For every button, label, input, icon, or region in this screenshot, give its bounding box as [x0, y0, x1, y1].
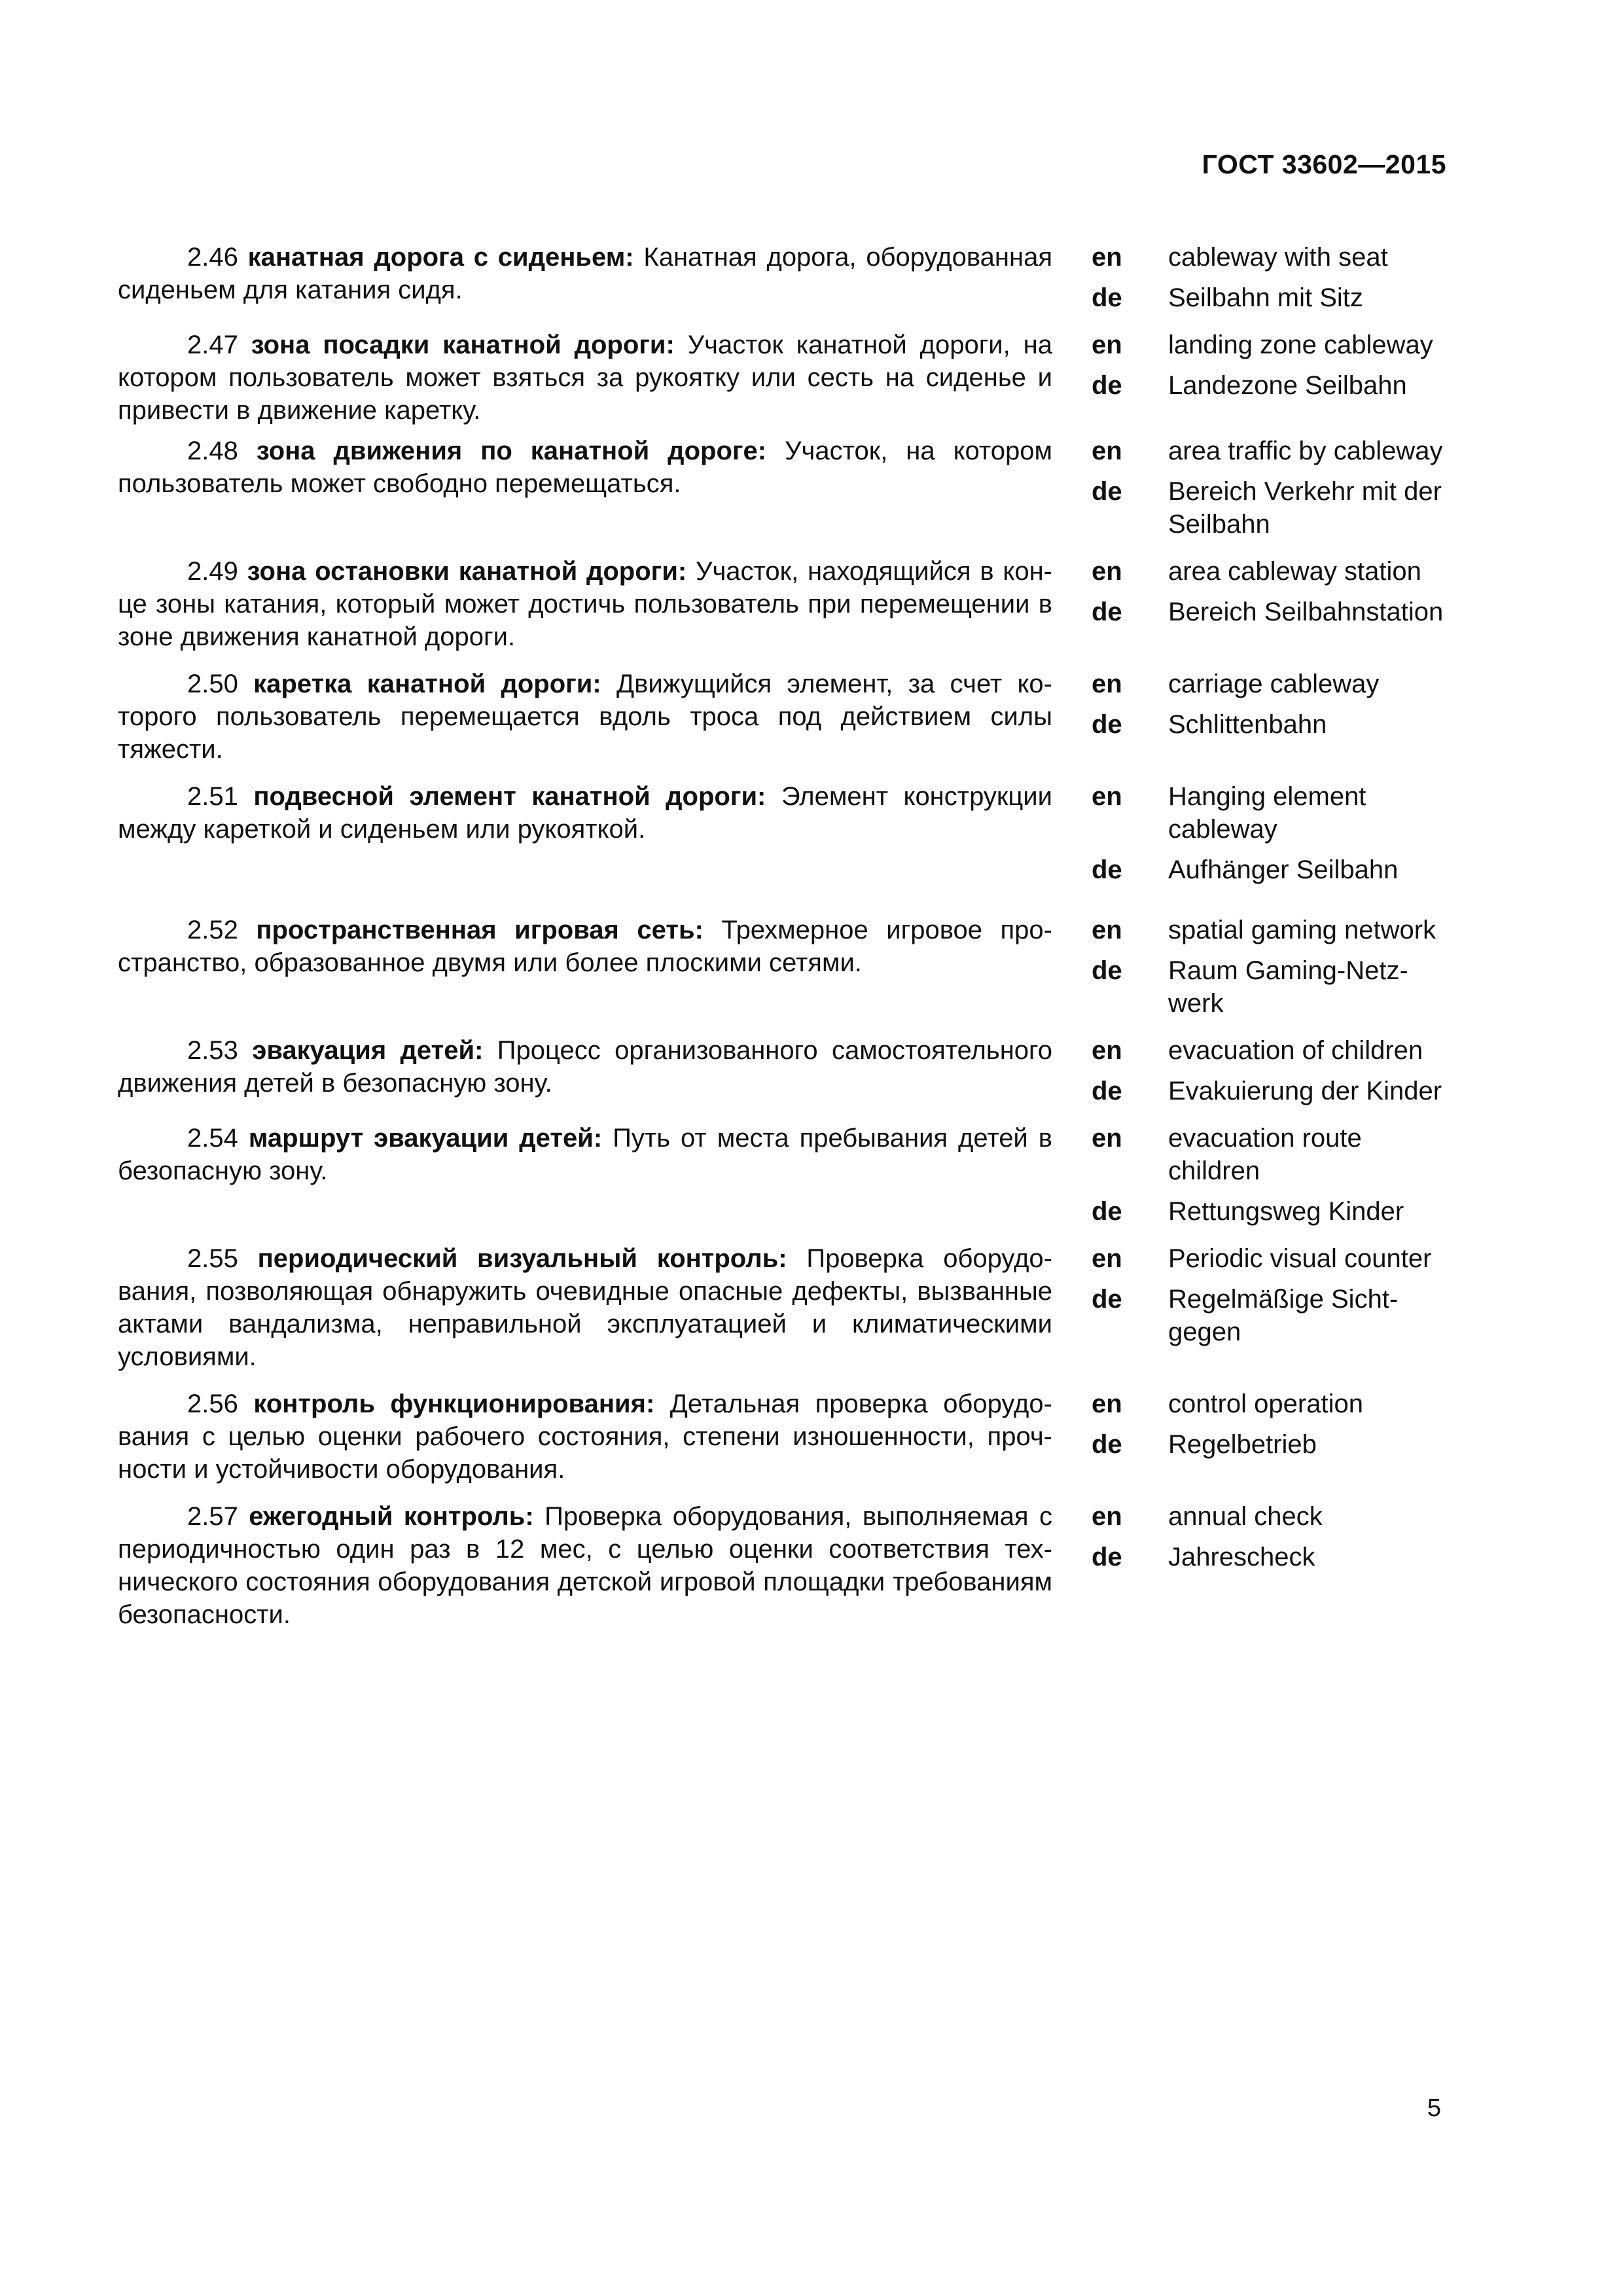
- term-entry: [118, 914, 1446, 1020]
- term-number: 2.55: [187, 1244, 238, 1273]
- term-definition: [118, 329, 1052, 427]
- lang-code-en: en: [1092, 331, 1122, 359]
- english-term: cableway with seat: [1168, 243, 1388, 272]
- term-number: 2.46: [187, 243, 238, 272]
- translation-de: [1092, 708, 1446, 741]
- term-title: канатная дорога с сиденьем:: [247, 243, 634, 272]
- term-definition-text: Участок, на котором пользователь может свободно перемещаться.: [118, 437, 1052, 498]
- translation-de: [1092, 954, 1446, 1020]
- term-entry: [118, 329, 1446, 427]
- translation-en: [1092, 241, 1446, 274]
- translations: [1092, 1122, 1446, 1228]
- translation-de: [1092, 1195, 1446, 1228]
- translation-en: [1092, 914, 1446, 946]
- english-term: carriage cableway: [1168, 670, 1380, 698]
- translation-en: [1092, 1242, 1446, 1275]
- term-definition-text: Путь от места пребывания детей в безопасную зону.: [118, 1124, 1053, 1185]
- term-number: 2.52: [187, 916, 238, 944]
- term-number: 2.47: [187, 331, 238, 359]
- term-title: зона остановки канатной дороги:: [247, 557, 687, 586]
- term-definition: [118, 1122, 1052, 1228]
- lang-code-en: en: [1092, 916, 1122, 944]
- translations: [1092, 914, 1446, 1020]
- lang-code-en: en: [1092, 243, 1122, 272]
- term-definition: [118, 241, 1052, 314]
- lang-code-en: en: [1092, 557, 1122, 586]
- translation-en: [1092, 668, 1446, 700]
- term-title: ежегодный контроль:: [249, 1502, 534, 1531]
- translation-de: [1092, 475, 1446, 541]
- translation-de: [1092, 369, 1446, 402]
- term-title: зона посадки канатной дороги:: [251, 331, 675, 359]
- translation-de: [1092, 1428, 1446, 1461]
- term-entry: [118, 1500, 1446, 1631]
- term-number: 2.54: [187, 1124, 238, 1153]
- german-term: Regelbetrieb: [1168, 1430, 1317, 1459]
- term-number: 2.50: [187, 670, 238, 698]
- term-definition: [118, 1242, 1052, 1373]
- english-term: area cableway station: [1168, 557, 1421, 586]
- translation-de: [1092, 1541, 1446, 1573]
- term-entry: [118, 555, 1446, 653]
- term-definition-text: Проверка оборудования, выполняемая с периодичностью один раз в 12 мес, с целью оценки соответствия технического состояния оборудования детской игровой площадки требованиям безопасности.: [118, 1502, 1052, 1629]
- term-definition-text: Участок канатной дороги, на котором пользователь может взяться за рукоятку или сесть на сиденье и привести в движение каретку.: [118, 331, 1052, 425]
- lang-code-de: de: [1092, 710, 1122, 739]
- term-number: 2.56: [187, 1390, 238, 1418]
- lang-code-de: de: [1092, 956, 1122, 985]
- translations: [1092, 1034, 1446, 1107]
- term-title: зона движения по канатной дороге:: [256, 437, 767, 465]
- translations: [1092, 241, 1446, 314]
- lang-code-de: de: [1092, 1077, 1122, 1105]
- term-entry: [118, 241, 1446, 314]
- lang-code-en: en: [1092, 670, 1122, 698]
- translation-en: [1092, 1388, 1446, 1420]
- terms-list: [118, 241, 1446, 1631]
- term-definition-text: Движущийся элемент, за счет которого пользователь перемещается вдоль троса под действием силы тяжести.: [118, 670, 1052, 764]
- term-definition: [118, 435, 1052, 541]
- translations: [1092, 780, 1446, 886]
- english-term: evacuation route children: [1168, 1124, 1362, 1185]
- lang-code-de: de: [1092, 1197, 1122, 1226]
- term-title: маршрут эвакуации детей:: [248, 1124, 603, 1153]
- translations: [1092, 1388, 1446, 1486]
- term-entry: [118, 1122, 1446, 1228]
- term-title: каретка канатной дороги:: [253, 670, 601, 698]
- german-term: Bereich Verkehr mit der Seilbahn: [1168, 477, 1442, 539]
- translation-en: [1092, 329, 1446, 361]
- term-title: контроль функционирования:: [253, 1390, 655, 1418]
- translation-en: [1092, 1500, 1446, 1533]
- translations: [1092, 329, 1446, 427]
- term-entry: [118, 1242, 1446, 1373]
- german-term: Landezone Seilbahn: [1168, 371, 1407, 400]
- term-title: периодический визуальный контроль:: [257, 1244, 787, 1273]
- translations: [1092, 668, 1446, 766]
- german-term: Raum Gaming-Netzwerk: [1168, 956, 1408, 1018]
- lang-code-en: en: [1092, 1036, 1122, 1065]
- term-entry: [118, 668, 1446, 766]
- term-entry: [118, 1388, 1446, 1486]
- term-title: эвакуация детей:: [252, 1036, 484, 1065]
- english-term: Periodic visual counter: [1168, 1244, 1432, 1273]
- translation-de: [1092, 281, 1446, 314]
- english-term: evacuation of children: [1168, 1036, 1423, 1065]
- term-entry: [118, 1034, 1446, 1107]
- term-definition-text: Проверка оборудования, позволяющая обнаружить очевидные опасные дефекты, вызванные актами вандализма, неправильной эксплуатацией и климатическими условиями.: [118, 1244, 1052, 1371]
- english-term: control operation: [1168, 1390, 1363, 1418]
- term-definition: [118, 780, 1052, 886]
- translation-en: [1092, 435, 1446, 467]
- translation-en: [1092, 1034, 1446, 1067]
- translation-de: [1092, 853, 1446, 886]
- lang-code-en: en: [1092, 1244, 1122, 1273]
- term-entry: [118, 435, 1446, 541]
- english-term: Hanging element cableway: [1168, 782, 1366, 844]
- english-term: area traffic by cableway: [1168, 437, 1443, 465]
- german-term: Aufhänger Seilbahn: [1168, 855, 1399, 884]
- translation-de: [1092, 1075, 1446, 1107]
- english-term: landing zone cableway: [1168, 331, 1433, 359]
- translation-en: [1092, 780, 1446, 846]
- german-term: Evakuierung der Kinder: [1168, 1077, 1442, 1105]
- german-term: Regelmäßige Sichtgegen: [1168, 1285, 1399, 1346]
- lang-code-en: en: [1092, 1390, 1122, 1418]
- term-number: 2.51: [187, 782, 238, 811]
- translation-de: [1092, 1283, 1446, 1348]
- translation-en: [1092, 555, 1446, 588]
- term-definition-text: Трехмерное игровое пространство, образованное двумя или более плоскими сетями.: [118, 916, 1052, 977]
- document-header: ГОСТ 33602—2015: [1202, 149, 1446, 179]
- german-term: Jahrescheck: [1168, 1543, 1315, 1571]
- term-title: подвесной элемент канатной дороги:: [253, 782, 766, 811]
- german-term: Schlittenbahn: [1168, 710, 1327, 739]
- german-term: Rettungsweg Kinder: [1168, 1197, 1404, 1226]
- lang-code-de: de: [1092, 1430, 1122, 1459]
- term-number: 2.53: [187, 1036, 238, 1065]
- term-number: 2.49: [187, 557, 238, 586]
- english-term: spatial gaming network: [1168, 916, 1436, 944]
- lang-code-en: en: [1092, 1124, 1122, 1153]
- term-definition-text: Элемент конструкции между кареткой и сиденьем или рукояткой.: [118, 782, 1052, 844]
- term-entry: [118, 780, 1446, 886]
- term-number: 2.57: [187, 1502, 238, 1531]
- term-definition: [118, 555, 1052, 653]
- term-definition: [118, 914, 1052, 1020]
- german-term: Bereich Seilbahnstation: [1168, 598, 1444, 626]
- translation-en: [1092, 1122, 1446, 1187]
- term-number: 2.48: [187, 437, 238, 465]
- term-definition-text: Канатная дорога, оборудованная сиденьем для катания сидя.: [118, 243, 1052, 304]
- lang-code-de: de: [1092, 1543, 1122, 1571]
- lang-code-de: de: [1092, 1285, 1122, 1314]
- term-definition: [118, 1500, 1052, 1631]
- lang-code-de: de: [1092, 371, 1122, 400]
- lang-code-de: de: [1092, 283, 1122, 312]
- german-term: Seilbahn mit Sitz: [1168, 283, 1363, 312]
- translations: [1092, 1500, 1446, 1631]
- term-definition-text: Детальная проверка оборудования с целью оценки рабочего состояния, степени изношенности, прочности и устойчивости оборудования.: [118, 1390, 1052, 1484]
- term-definition: [118, 1388, 1052, 1486]
- lang-code-de: de: [1092, 598, 1122, 626]
- translations: [1092, 555, 1446, 653]
- lang-code-en: en: [1092, 782, 1122, 811]
- translations: [1092, 435, 1446, 541]
- translations: [1092, 1242, 1446, 1373]
- lang-code-en: en: [1092, 437, 1122, 465]
- lang-code-en: en: [1092, 1502, 1122, 1531]
- term-definition-text: Участок, находящийся в конце зоны катания, который может достичь пользователь при перемещении в зоне движения канатной дороги.: [118, 557, 1052, 651]
- term-title: пространственная игровая сеть:: [256, 916, 704, 944]
- lang-code-de: de: [1092, 855, 1122, 884]
- page-number: 5: [1427, 2094, 1441, 2122]
- translation-de: [1092, 596, 1446, 628]
- english-term: annual check: [1168, 1502, 1323, 1531]
- term-definition: [118, 668, 1052, 766]
- lang-code-de: de: [1092, 477, 1122, 506]
- term-definition-text: Процесс организованного самостоятельного движения детей в безопасную зону.: [118, 1036, 1052, 1098]
- term-definition: [118, 1034, 1052, 1107]
